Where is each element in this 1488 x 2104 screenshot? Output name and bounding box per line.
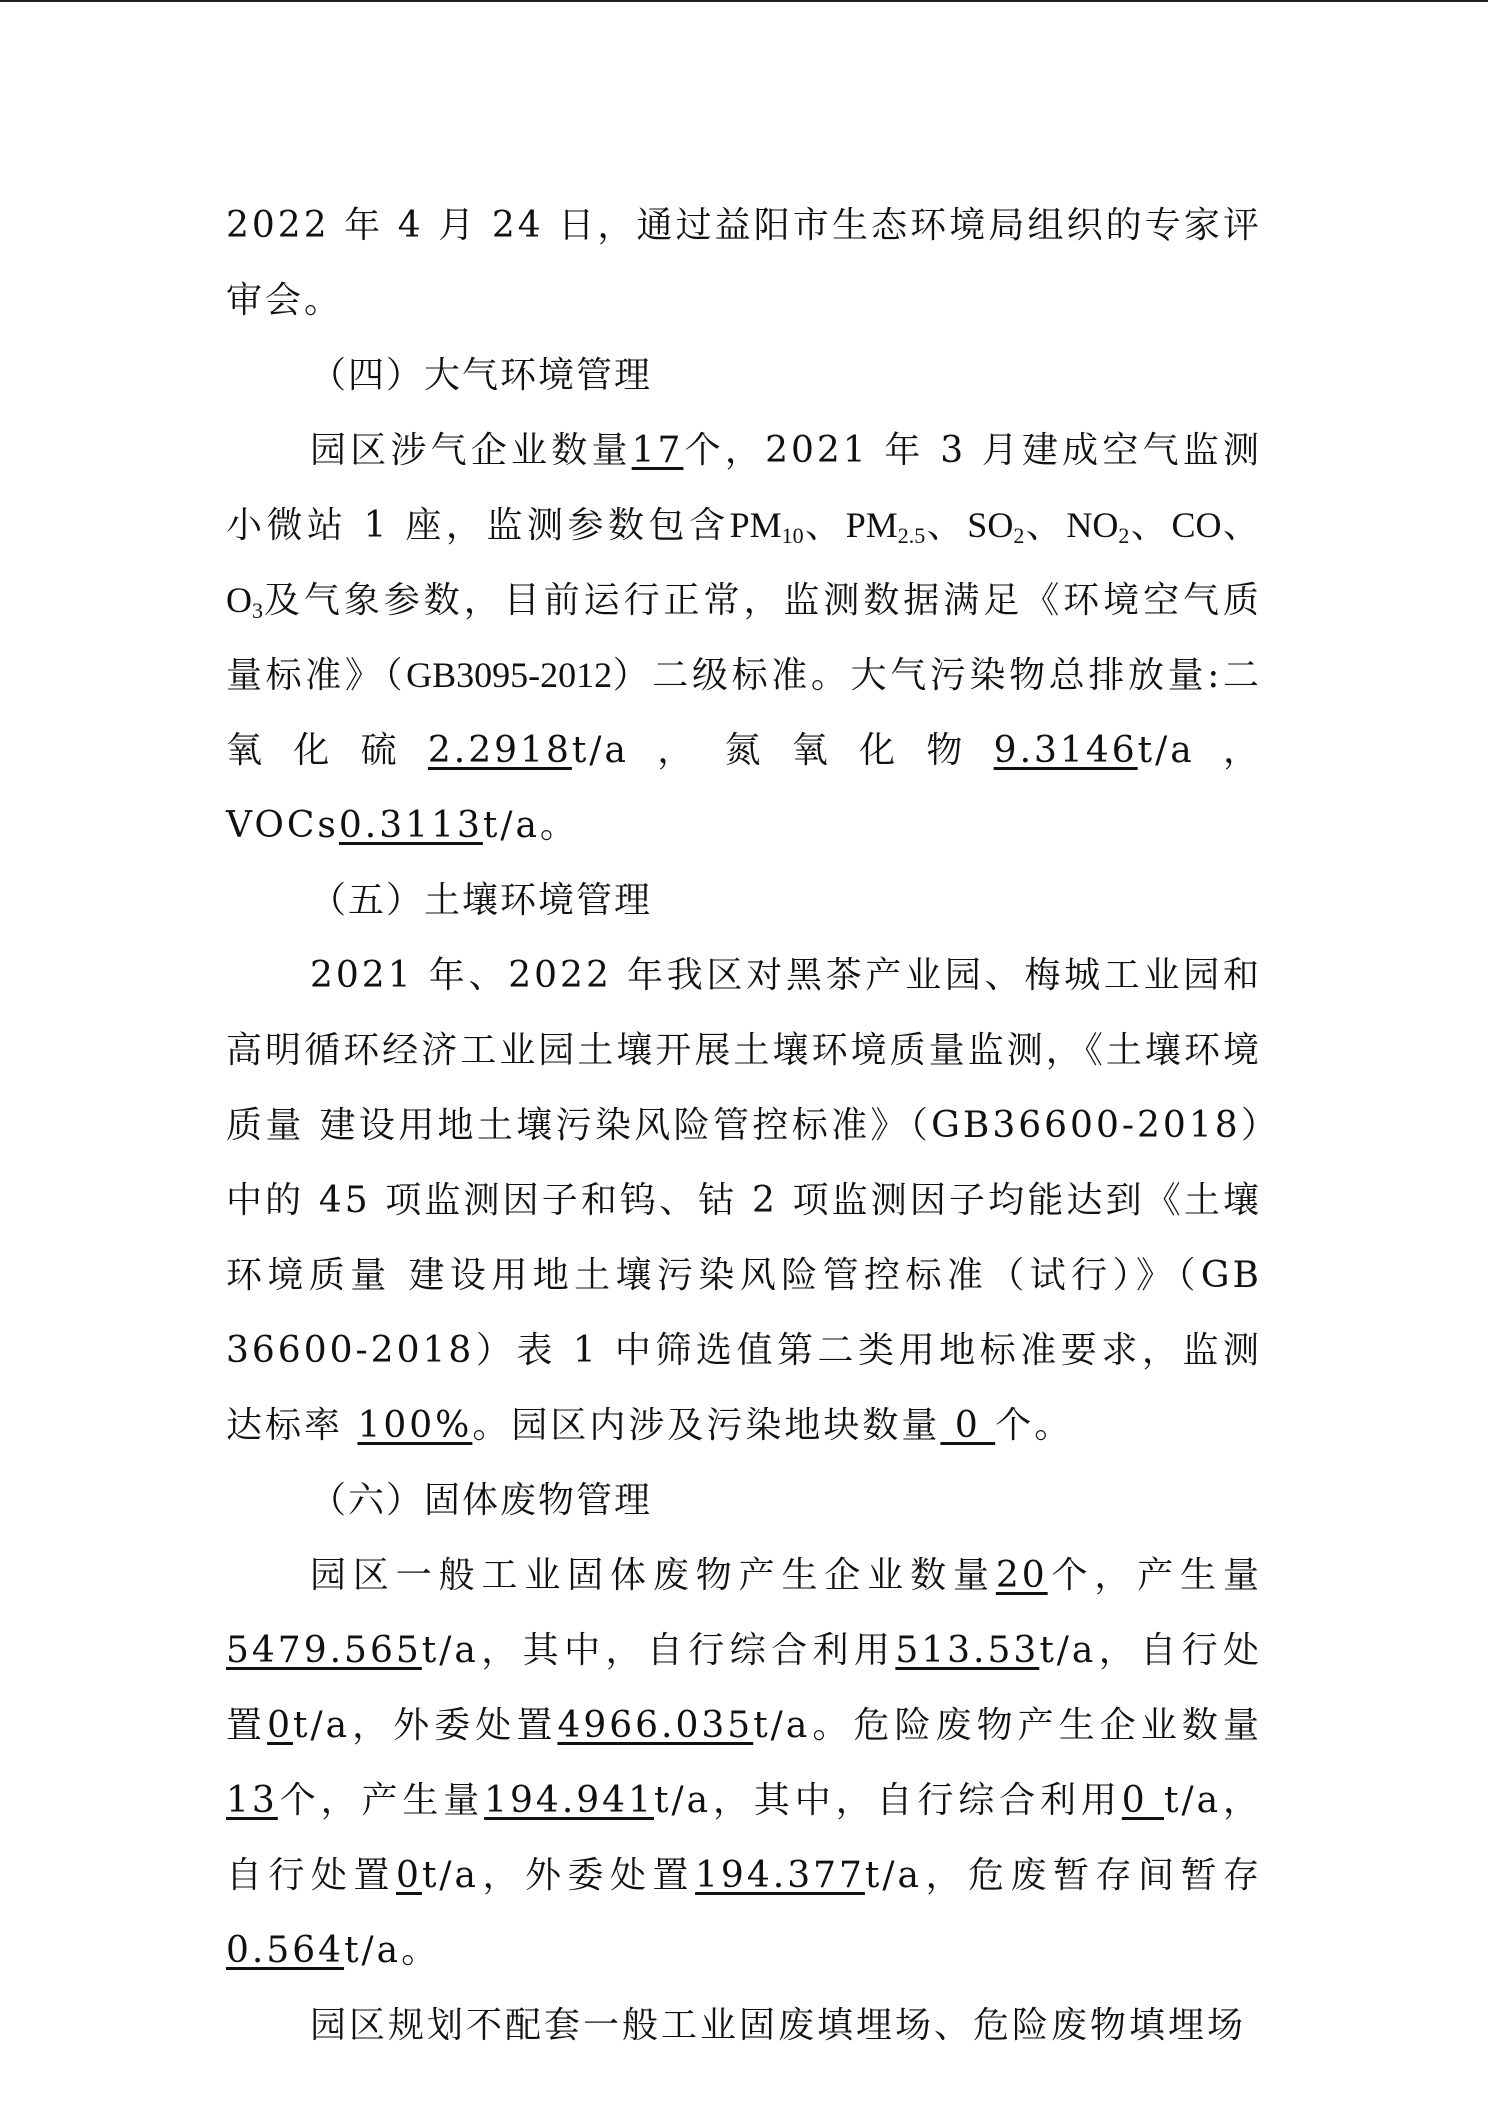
separator: 、 — [925, 505, 968, 546]
section-heading-air: （四）大气环境管理 — [310, 355, 653, 396]
text-run: t/a。 — [344, 1930, 441, 1971]
text-run: t/a，外委处置 — [421, 1855, 696, 1896]
text-run: t/a，氮氧化物 — [571, 730, 994, 771]
underlined-value-hazardous-self-use: 0 — [1121, 1780, 1165, 1821]
pollutant-o3: O — [226, 580, 252, 620]
text-run: 个，2021 年 3 月建成空气监测小微站 1 座，监测参数包含 — [226, 430, 1262, 546]
underlined-value-so2-emission: 2.2918 — [427, 730, 572, 771]
underlined-value-self-dispose: 0 — [267, 1705, 293, 1746]
text-run: 及气象参数，目前运行正常，监测数据满足《环境空气质量标准》（ — [226, 580, 1262, 696]
pollutant-no2: NO — [1066, 505, 1119, 545]
text-run: 个，产生量 — [277, 1780, 485, 1821]
underlined-value-hazardous-outsourced: 194.377 — [695, 1855, 865, 1896]
text-run: 园区一般工业固体废物产生企业数量 — [310, 1555, 996, 1596]
underlined-value-air-enterprise-count: 17 — [631, 430, 684, 471]
text-run: t/a，自行处置 — [226, 1630, 1263, 1746]
paragraph-text: 2022 年 4 月 24 日，通过益阳市生态环境局组织的专家评审会。 — [226, 205, 1262, 321]
pollutant-pm10: PM — [729, 505, 782, 545]
underlined-value-waste-enterprise-count: 20 — [995, 1555, 1048, 1596]
pollutant-co: CO — [1171, 505, 1222, 545]
underlined-value-nox-emission: 9.3146 — [993, 730, 1138, 771]
text-run: t/a。危险废物产生企业数量 — [753, 1705, 1262, 1746]
paragraph-soil-quality — [226, 938, 1262, 1463]
pollutant-pm25: PM — [845, 505, 898, 545]
underlined-value-hazardous-self-dispose: 0 — [396, 1855, 422, 1896]
text-run: ）二级标准。大气污染物总排放量:二氧化硫 — [226, 655, 1262, 771]
subscript: 3 — [252, 598, 263, 623]
paragraph-landfill-planning — [226, 1988, 1262, 2063]
subscript: 2 — [1013, 523, 1025, 548]
separator: 、 — [1024, 505, 1067, 546]
pollutant-so2: SO — [967, 505, 1014, 545]
text-run: t/a，外委处置 — [292, 1705, 558, 1746]
text-run: t/a，其中，自行综合利用 — [421, 1630, 896, 1671]
subscript: 2.5 — [897, 523, 926, 548]
subscript: 10 — [781, 523, 804, 548]
underlined-value-waste-amount: 5479.565 — [226, 1630, 422, 1671]
subscript: 2 — [1118, 523, 1130, 548]
text-run: 园区涉气企业数量 — [310, 430, 632, 471]
underlined-value-hazardous-amount: 194.941 — [484, 1780, 654, 1821]
underlined-value-compliance-rate: 100% — [357, 1405, 473, 1446]
text-run: 个。 — [995, 1405, 1074, 1446]
text-run: t/a，自行处置 — [226, 1780, 1262, 1896]
text-run: 2021 年、2022 年我区对黑茶产业园、梅城工业园和高明循环经济工业园土壤开展土壤环境质量监测，《土壤环境质量 建设用地土壤污染风险管控标准》（GB36600-2018）中的 45 项监测因子和钨、钴 2 项监测因子均能达到《土壤环境质量 建设用地土壤污染风险管控标准（试行）》（GB 36600-2018）表 1 中筛选值第二类用地标准要求，监测达标率 — [226, 955, 1262, 1446]
underlined-value-self-use: 513.53 — [895, 1630, 1040, 1671]
text-run: t/a，危废暂存间暂存 — [864, 1855, 1262, 1896]
section-heading-solid-waste: （六）固体废物管理 — [310, 1480, 653, 1521]
underlined-value-outsourced: 4966.035 — [557, 1705, 754, 1746]
underlined-value-hazardous-enterprise-count: 13 — [226, 1780, 278, 1821]
section-heading-soil: （五）土壤环境管理 — [310, 880, 653, 921]
text-run: t/a，VOCs — [226, 730, 1262, 846]
text-run: t/a。 — [482, 805, 579, 846]
paragraph-air-quality — [226, 413, 1262, 863]
paragraph-review-date — [226, 188, 1262, 338]
underlined-value-contaminated-plots: 0 — [940, 1405, 996, 1446]
paragraph-solid-waste — [226, 1538, 1262, 1988]
underlined-value-vocs-emission: 0.3113 — [338, 805, 483, 846]
text-run: 园区规划不配套一般工业固废填埋场、危险废物填埋场 — [310, 2005, 1247, 2046]
text-run: 个，产生量 — [1047, 1555, 1262, 1596]
separator: 、 — [803, 505, 846, 546]
separator: 、 — [1129, 505, 1172, 546]
standard-code: GB3095-2012 — [406, 655, 613, 695]
text-run: t/a，其中，自行综合利用 — [654, 1780, 1122, 1821]
document-body — [226, 188, 1262, 2063]
underlined-value-hazardous-stored: 0.564 — [226, 1930, 345, 1971]
separator: 、 — [1221, 505, 1262, 546]
page-top-border — [0, 0, 1488, 2]
text-run: 。园区内涉及污染地块数量 — [472, 1405, 941, 1446]
